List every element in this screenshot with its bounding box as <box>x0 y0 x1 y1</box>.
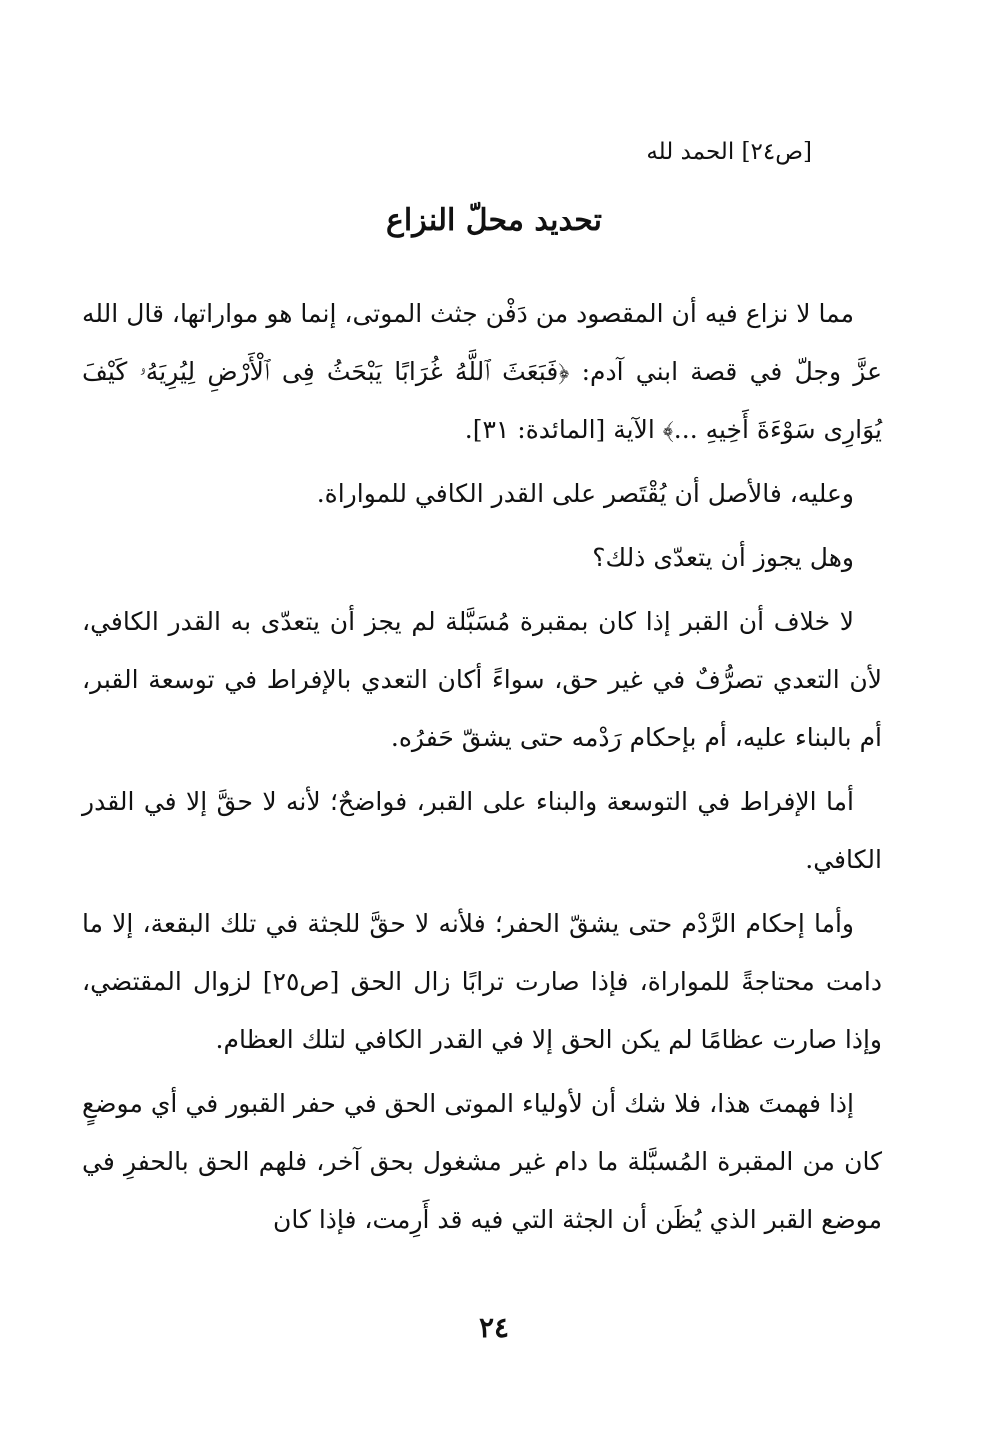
paragraph-intro: مما لا نزاع فيه أن المقصود من دَفْن جثث الموتى، إنما هو مواراتها، قال الله عزَّ وجلّ في قصة ابني آدم: ﴿فَبَعَثَ ٱللَّهُ غُرَابًا يَبْحَثُ فِى ٱلْأَرْضِ لِيُرِيَهُۥ كَيْفَ يُوَارِى سَوْءَةَ أَخِيهِ ...﴾ الآية [المائدة: ٣١]. <box>82 299 882 444</box>
section-title: تحديد محلّ النزاع <box>386 203 602 238</box>
page-number: ٢٤ <box>478 1311 510 1344</box>
paragraph-conclusion: إذا فهمتَ هذا، فلا شك أن لأولياء الموتى الحق في حفر القبور في أي موضعٍ كان من المقبرة المُسبَّلة ما دام غير مشغول بحق آخر، فلهم الحق بالحفرِ في موضع القبر الذي يُظَن أن الجثة التي فيه قد أَرِمت، فإذا كان <box>82 1089 882 1234</box>
paragraph-principle: وعليه، فالأصل أن يُقْتَصر على القدر الكافي للمواراة. <box>316 479 854 508</box>
paragraph-excess: أما الإفراط في التوسعة والبناء على القبر، فواضحٌ؛ لأنه لا حقَّ إلا في القدر الكافي. <box>82 787 882 874</box>
body-text <box>82 285 882 1249</box>
paragraph-backfill: وأما إحكام الرَّدْم حتى يشقّ الحفر؛ فلأنه لا حقَّ للجثة في تلك البقعة، إلا ما دامت محتاجةً للمواراة، فإذا صارت ترابًا زال الحق [ص٢٥] لزوال المقتضي، وإذا صارت عظامًا لم يكن الحق إلا في القدر الكافي لتلك العظام. <box>82 909 882 1054</box>
page-header-note: [ص٢٤] الحمد لله <box>646 139 812 165</box>
paragraph-no-dispute: لا خلاف أن القبر إذا كان بمقبرة مُسَبَّلة لم يجز أن يتعدّى به القدر الكافي، لأن التعدي تصرُّفٌ في غير حق، سواءً أكان التعدي بالإفراط في توسعة القبر، أم بالبناء عليه، أم بإحكام رَدْمه حتى يشقّ حَفرُه. <box>82 607 882 752</box>
paragraph-question: وهل يجوز أن يتعدّى ذلك؟ <box>592 543 854 572</box>
